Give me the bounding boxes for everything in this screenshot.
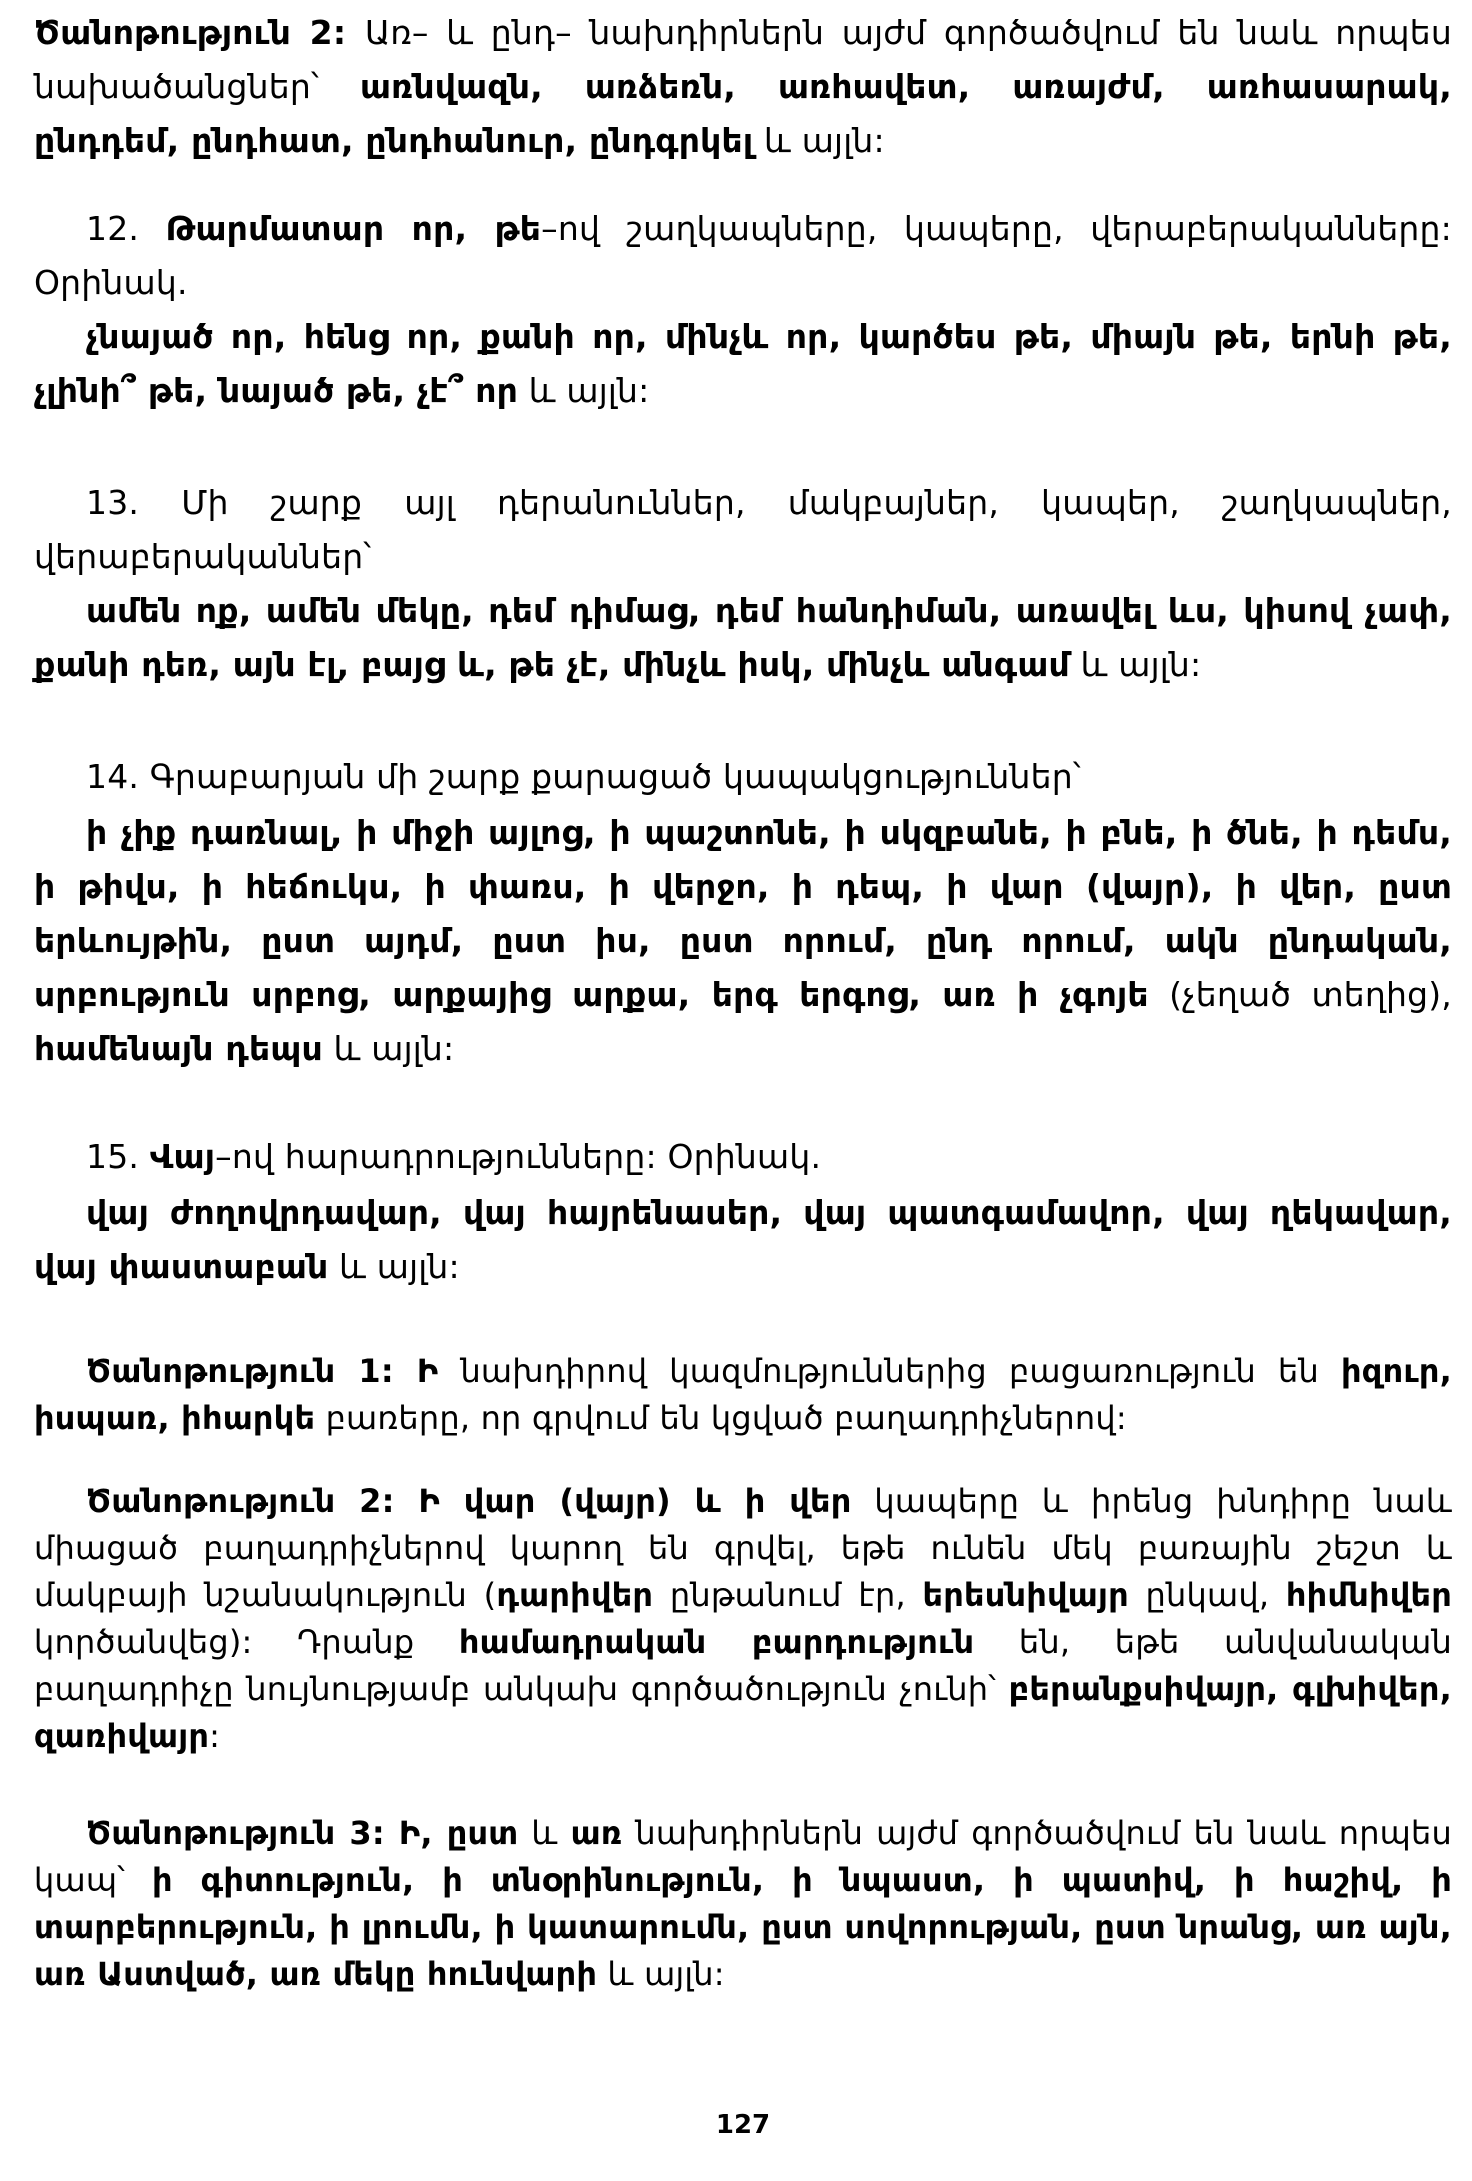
paragraph bbox=[34, 6, 1452, 168]
bold-text-segment: Ծանոթություն 2: Ի վար (վայր) և ի վեր bbox=[86, 1482, 852, 1520]
paragraph bbox=[34, 750, 1452, 804]
text-segment: 14. Գրաբարյան մի շարք քարացած կապակցություններ՝ bbox=[86, 757, 1081, 796]
paragraph bbox=[34, 1186, 1452, 1294]
bold-text-segment: հիմնիվեր bbox=[1285, 1576, 1452, 1614]
bold-text-segment: վայ ժողովրդավար, վայ հայրենասեր, վայ պատգամավոր, վայ ղեկավար, վայ փաստաբան bbox=[34, 1193, 1452, 1286]
paragraph bbox=[34, 476, 1452, 584]
item-14 bbox=[34, 750, 1452, 804]
item-15-examples bbox=[34, 1186, 1452, 1294]
bold-text-segment: ի գիտություն, ի տնօրինություն, ի նպաստ, ի պատիվ, ի հաշիվ, ի տարբերություն, ի լրումն, ի կատարումն, ըստ սովորության, ըստ նրանց, առ այն, առ Աստված, առ մեկը հունվարի bbox=[34, 1861, 1452, 1993]
text-segment: և այլն: bbox=[597, 1955, 725, 1993]
paragraph bbox=[34, 1348, 1452, 1442]
text-segment: 12. bbox=[86, 209, 166, 248]
bold-text-segment: Ծանոթություն 2: bbox=[34, 13, 365, 52]
text-segment: և այլն: bbox=[518, 371, 650, 410]
paragraph bbox=[34, 1810, 1452, 1998]
text-segment: ընթանում էր, bbox=[653, 1576, 923, 1614]
note-top bbox=[34, 6, 1452, 168]
text-segment: : bbox=[209, 1717, 221, 1755]
bold-text-segment: Վայ bbox=[149, 1137, 216, 1176]
paragraph bbox=[34, 310, 1452, 418]
item-12-examples bbox=[34, 310, 1452, 418]
text-segment: նախդիրներն այժմ գործածվում են նաև որպես կապ՝ bbox=[34, 1814, 1453, 1899]
bold-text-segment: որ, թե bbox=[411, 209, 542, 248]
text-segment: կործանվեց): Դրանք bbox=[34, 1623, 459, 1661]
text-segment: (չեղած տեղից), bbox=[1148, 975, 1452, 1014]
bold-text-segment: Թարմատար bbox=[165, 209, 412, 248]
item-15 bbox=[34, 1130, 1452, 1184]
text-segment: 13. Մի շարք այլ դերանուններ, մակբայներ, կապեր, շաղկապներ, վերաբերականներ՝ bbox=[34, 483, 1452, 576]
text-segment: Առ– և ընդ– նախդիրներն այժմ գործածվում են նաև որպես նախածանցներ՝ bbox=[34, 13, 1452, 106]
paragraph bbox=[34, 1130, 1452, 1184]
bold-text-segment: երեսնիվայր bbox=[922, 1576, 1129, 1614]
text-segment: նախդիրով կազմություններից բացառություն են bbox=[438, 1352, 1342, 1390]
bold-text-segment: Ծանոթություն 1: bbox=[86, 1352, 417, 1390]
bold-text-segment: Ծանոթություն 3: bbox=[86, 1814, 399, 1852]
bold-text-segment: առնվազն, առձեռն, առհավետ, առայժմ, առհասարակ, ընդդեմ, ընդհատ, ընդհանուր, ընդգրկել bbox=[34, 67, 1452, 160]
bold-text-segment: ի չիք դառնալ, ի միջի այլոց, ի պաշտոնե, ի սկզբանե, ի բնե, ի ծնե, ի դեմս, ի թիվս, ի հեճուկս, ի փառս, ի վերջո, ի դեպ, ի վար (վայր), ի վեր, ըստ երևույթին, ըստ այդմ, ըստ իս, ըստ որում, ընդ որում, ակն ընդական, սրբություն սրբոց, արքայից արքա, երգ երգոց, առ ի չգոյե bbox=[34, 813, 1452, 1014]
text-segment: –ով շաղկապները, կապերը, վերաբերականները: Օրինակ. bbox=[34, 209, 1452, 302]
page-number: 127 bbox=[715, 2110, 771, 2140]
text-segment: և այլն: bbox=[328, 1247, 460, 1286]
item-13-examples bbox=[34, 584, 1452, 692]
item-13 bbox=[34, 476, 1452, 584]
paragraph bbox=[34, 584, 1452, 692]
item-14-examples bbox=[34, 806, 1452, 1076]
text-segment: կապերը և իրենց խնդիրը նաև միացած բաղադրիչներով կարող են գրվել, եթե ունեն մեկ բառային շեշտ և մակբայի նշանակություն ( bbox=[34, 1482, 1452, 1614]
text-segment: են, եթե անվանական բաղադրիչը նույնությամբ անկախ գործածություն չունի՝ bbox=[34, 1623, 1452, 1708]
bold-text-segment: չնայած որ, հենց որ, քանի որ, մինչև որ, կարծես թե, միայն թե, երնի թե, չլինի՞ թե, նայած թե, չէ՞ որ bbox=[34, 317, 1452, 410]
text-segment: և այլն: bbox=[753, 121, 885, 160]
document-page bbox=[34, 0, 1452, 2181]
bold-text-segment: դարիվեր bbox=[496, 1576, 654, 1614]
bold-text-segment: ամեն ոք, ամեն մեկը, դեմ դիմաց, դեմ հանդիման, առավել ևս, կիսով չափ, քանի դեռ, այն էլ, բայց և, թե չէ, մինչև իսկ, մինչև անգամ bbox=[34, 591, 1452, 684]
text-segment: 15. bbox=[86, 1137, 150, 1176]
bold-text-segment: առ bbox=[570, 1814, 623, 1852]
bold-text-segment: իզուր, իսպառ, իհարկե bbox=[34, 1352, 1453, 1437]
note-1 bbox=[34, 1348, 1452, 1442]
text-segment: և bbox=[518, 1814, 571, 1852]
note-2 bbox=[34, 1478, 1452, 1760]
text-segment: բառերը, որ գրվում են կցված բաղադրիչներով: bbox=[315, 1399, 1127, 1437]
bold-text-segment: Ի bbox=[416, 1352, 439, 1390]
text-segment: –ով հարադրությունները: Օրինակ. bbox=[215, 1137, 822, 1176]
item-12 bbox=[34, 202, 1452, 310]
text-segment: և այլն: bbox=[1069, 645, 1202, 684]
bold-text-segment: Ի, ըստ bbox=[398, 1814, 519, 1852]
bold-text-segment: համենայն դեպս bbox=[34, 1029, 323, 1068]
bold-text-segment: համադրական բարդություն bbox=[458, 1623, 975, 1661]
paragraph bbox=[34, 806, 1452, 1076]
paragraph bbox=[34, 202, 1452, 310]
bold-text-segment: բերանքսիվայր, գլխիվեր, զառիվայր bbox=[34, 1670, 1453, 1755]
paragraph bbox=[34, 1478, 1452, 1760]
text-segment: ընկավ, bbox=[1128, 1576, 1286, 1614]
text-segment: և այլն: bbox=[322, 1029, 455, 1068]
note-3 bbox=[34, 1810, 1452, 1998]
